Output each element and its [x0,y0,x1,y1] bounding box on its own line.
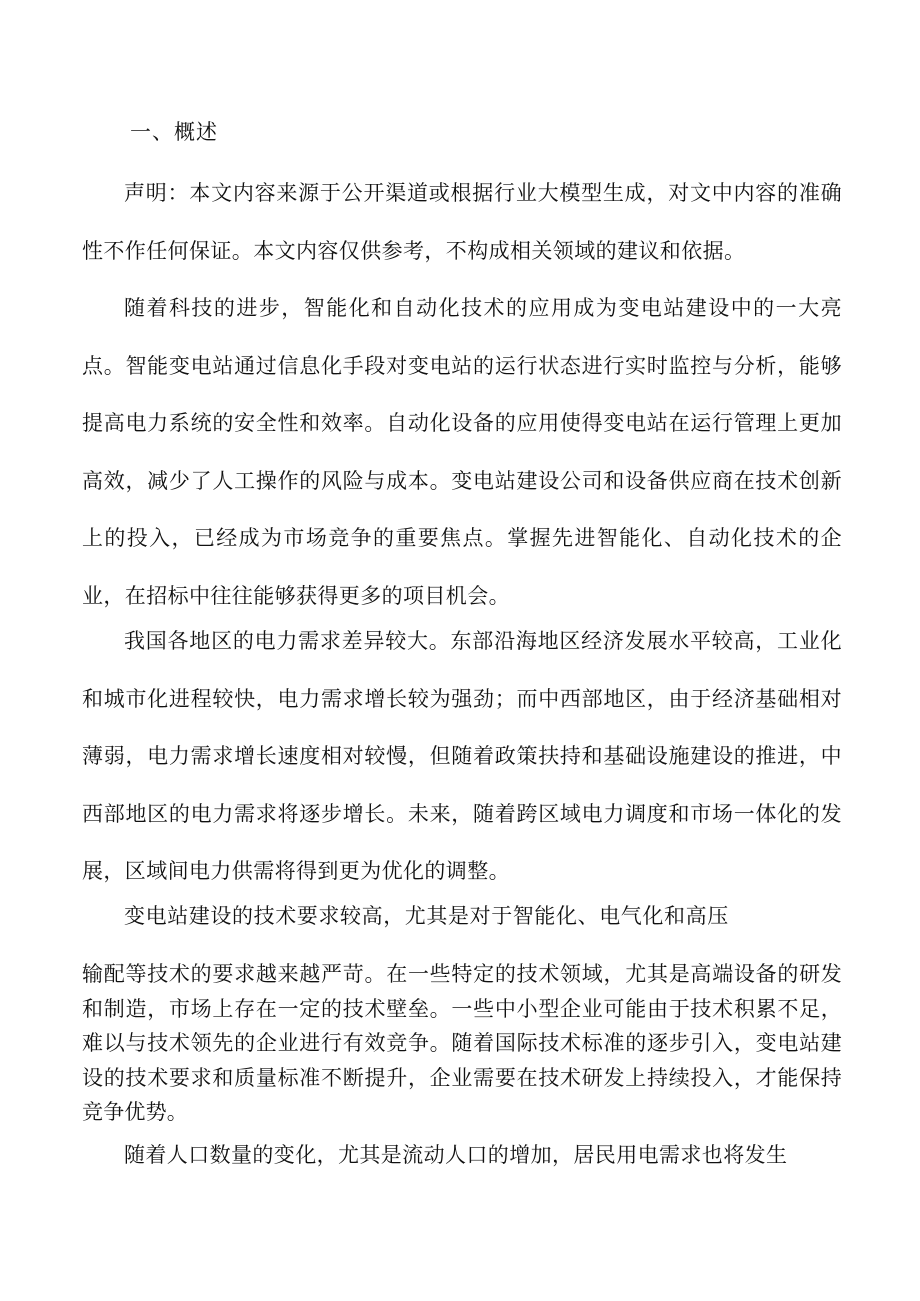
body-paragraph-technical-requirements-start: 变电站建设的技术要求较高，尤其是对于智能化、电气化和高压 [124,904,729,928]
body-paragraph-population: 随着人口数量的变化，尤其是流动人口的增加，居民用电需求也将发生 [124,1143,788,1167]
disclaimer-paragraph: 声明：本文内容来源于公开渠道或根据行业大模型生成，对文中内容的准确性不作任何保证。本文内容仅供参考，不构成相关领域的建议和依据。 [82,181,842,263]
section-heading: 一、概述 [130,120,218,144]
body-paragraph-technical-requirements-continued: 输配等技术的要求越来越严苛。在一些特定的技术领域，尤其是高端设备的研发和制造，市场上存在一定的技术壁垒。一些中小型企业可能由于技术积累不足，难以与技术领先的企业进行有效竞争。随着国际技术标准的逐步引入，变电站建设的技术要求和质量标准不断提升，企业需要在技术研发上持续投入，才能保持竞争优势。 [82,962,842,1124]
body-paragraph-technology: 随着科技的进步，智能化和自动化技术的应用成为变电站建设中的一大亮点。智能变电站通过信息化手段对变电站的运行状态进行实时监控与分析，能够提高电力系统的安全性和效率。自动化设备的应用使得变电站在运行管理上更加高效，减少了人工操作的风险与成本。变电站建设公司和设备供应商在技术创新上的投入，已经成为市场竞争的重要焦点。掌握先进智能化、自动化技术的企业，在招标中往往能够获得更多的项目机会。 [82,296,842,608]
body-paragraph-regional-demand: 我国各地区的电力需求差异较大。东部沿海地区经济发展水平较高，工业化和城市化进程较快，电力需求增长较为强劲；而中西部地区，由于经济基础相对薄弱，电力需求增长速度相对较慢，但随着政策扶持和基础设施建设的推进，中西部地区的电力需求将逐步增长。未来，随着跨区域电力调度和市场一体化的发展，区域间电力供需将得到更为优化的调整。 [82,629,842,883]
